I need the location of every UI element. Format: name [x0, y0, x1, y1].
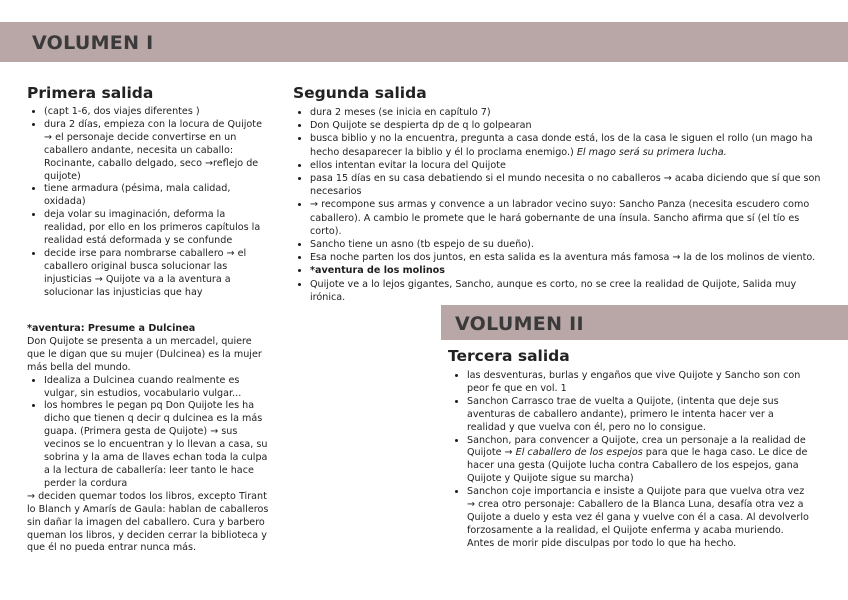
- list-item: • los hombres le pegan pq Don Quijote les ha dicho que tienen q decir q dulcinea es la más guapa. (Primera gesta de Quijote) → sus vecinos se lo encuentran y lo llevan a casa, su sobrina y la ama de llaves echan toda la culpa a la lectura de caballería: leer tanto le hace perder la cordura: [44, 400, 269, 490]
- list-item: • ellos intentan evitar la locura del Quijote: [310, 159, 828, 172]
- list-item: • pasa 15 días en su casa debatiendo si el mundo necesita o no caballeros → acaba diciendo que sí que son necesarios: [310, 172, 828, 198]
- list-item-italic: El caballero de los espejos: [515, 447, 643, 459]
- aventura-dulcinea-text: Don Quijote se presenta a un mercadel, quiere que le digan que su mujer (Dulcinea) es la mujer más bella del mundo.: [27, 335, 262, 373]
- list-item-text: busca biblio y no la encuentra, pregunta a casa donde está, los de la casa le siguen el rollo (un mago ha hecho desaparecer la biblio y él lo proclama enemigo.): [310, 133, 813, 158]
- aventura-dulcinea-heading: *aventura: Presume a Dulcinea: [27, 323, 196, 334]
- list-item: • Don Quijote se despierta dp de q lo golpearan: [310, 119, 828, 132]
- volume-1-title: VOLUMEN I: [32, 32, 154, 54]
- segunda-salida-list: [293, 106, 828, 304]
- list-item: • Quijote ve a lo lejos gigantes, Sancho, aunque es corto, no se cree la realidad de Quijote, Salida muy irónica.: [310, 278, 828, 304]
- list-item: • *aventura de los molinos: [310, 264, 828, 277]
- primera-salida-heading: Primera salida: [27, 84, 154, 102]
- list-item: • → recompone sus armas y convence a un labrador vecino suyo: Sancho Panza (necesita escudero como caballero). A cambio le promete que le hará gobernante de una ínsula. Sancho afirma que sí (el tío es corto).: [310, 198, 828, 238]
- tercera-salida-heading: Tercera salida: [448, 347, 570, 365]
- primera-salida-section: [27, 106, 269, 300]
- list-item: [310, 132, 828, 158]
- list-item: • las desventuras, burlas y engaños que vive Quijote y Sancho son con peor fe que en vol. 1: [467, 370, 810, 396]
- primera-salida-list: [27, 106, 269, 300]
- segunda-salida-heading: Segunda salida: [293, 84, 427, 102]
- dulcinea-list: [27, 375, 269, 491]
- list-item: • tiene armadura (pésima, mala calidad, oxidada): [44, 183, 269, 209]
- list-item-text: Sanchon, para convencer a Quijote, crea un personaje a la realidad de Quijote →: [467, 434, 806, 459]
- list-item: • dura 2 días, empieza con la locura de Quijote → el personaje decide convertirse en un caballero andante, necesita un caballo: Rocinante, caballo delgado, seco →reflejo de quijote): [44, 119, 269, 184]
- tercera-salida-list: [450, 370, 810, 551]
- segunda-salida-section: [293, 106, 828, 304]
- volume-2-title: VOLUMEN II: [455, 313, 584, 335]
- list-item: [467, 435, 810, 487]
- list-item: • Sanchon Carrasco trae de vuelta a Quijote, (intenta que deje sus aventuras de caballero andante), primero le intenta hacer ver a realidad y que vuelva con él, pero no lo consigue.: [467, 396, 810, 435]
- list-item-italic: El mago será su primera lucha.: [576, 146, 727, 158]
- list-item-text: para que le haga caso. Le dice de hacer una gesta (Quijote lucha contra Caballero de los espejos, gana Quijote y Quijote sigue su marcha): [467, 447, 808, 485]
- tercera-salida-section: [450, 370, 810, 551]
- list-item: • (capt 1-6, dos viajes diferentes ): [44, 106, 269, 119]
- list-item: • deja volar su imaginación, deforma la realidad, por ello en los primeros capítulos la realidad está deformada y se confunde: [44, 209, 269, 248]
- closing-paragraph: → deciden quemar todos los libros, excepto Tirant lo Blanch y Amarís de Gaula: hablan de caballeros sin dañar la imagen del caballero. Cura y barbero queman los libros, y deciden cerrar la biblioteca y que él no pueda entrar nunca más.: [27, 490, 269, 554]
- list-item: • Esa noche parten los dos juntos, en esta salida es la aventura más famosa → la de los molinos de viento.: [310, 251, 828, 264]
- list-item: • Sancho tiene un asno (tb espejo de su dueño).: [310, 238, 828, 251]
- list-item: • Sanchon coje importancia e insiste a Quijote para que vuelva otra vez → crea otro personaje: Caballero de la Blanca Luna, desafía otra vez a Quijote a duelo y esta vez él gana y vuelve con él a casa. Al devolverlo forzosamente a la realidad, el Quijote enferma y acaba muriendo. Antes de morir pide disculpas por todo lo que ha hecho.: [467, 486, 810, 551]
- list-item: • Idealiza a Dulcinea cuando realmente es vulgar, sin estudios, vocabulario vulgar...: [44, 375, 269, 401]
- list-item: • decide irse para nombrarse caballero → el caballero original busca solucionar las injusticias → Quijote va a la aventura a solucionar las injusticias que hay: [44, 248, 269, 300]
- list-item: • dura 2 meses (se inicia en capítulo 7): [310, 106, 828, 119]
- dulcinea-section: [27, 323, 269, 555]
